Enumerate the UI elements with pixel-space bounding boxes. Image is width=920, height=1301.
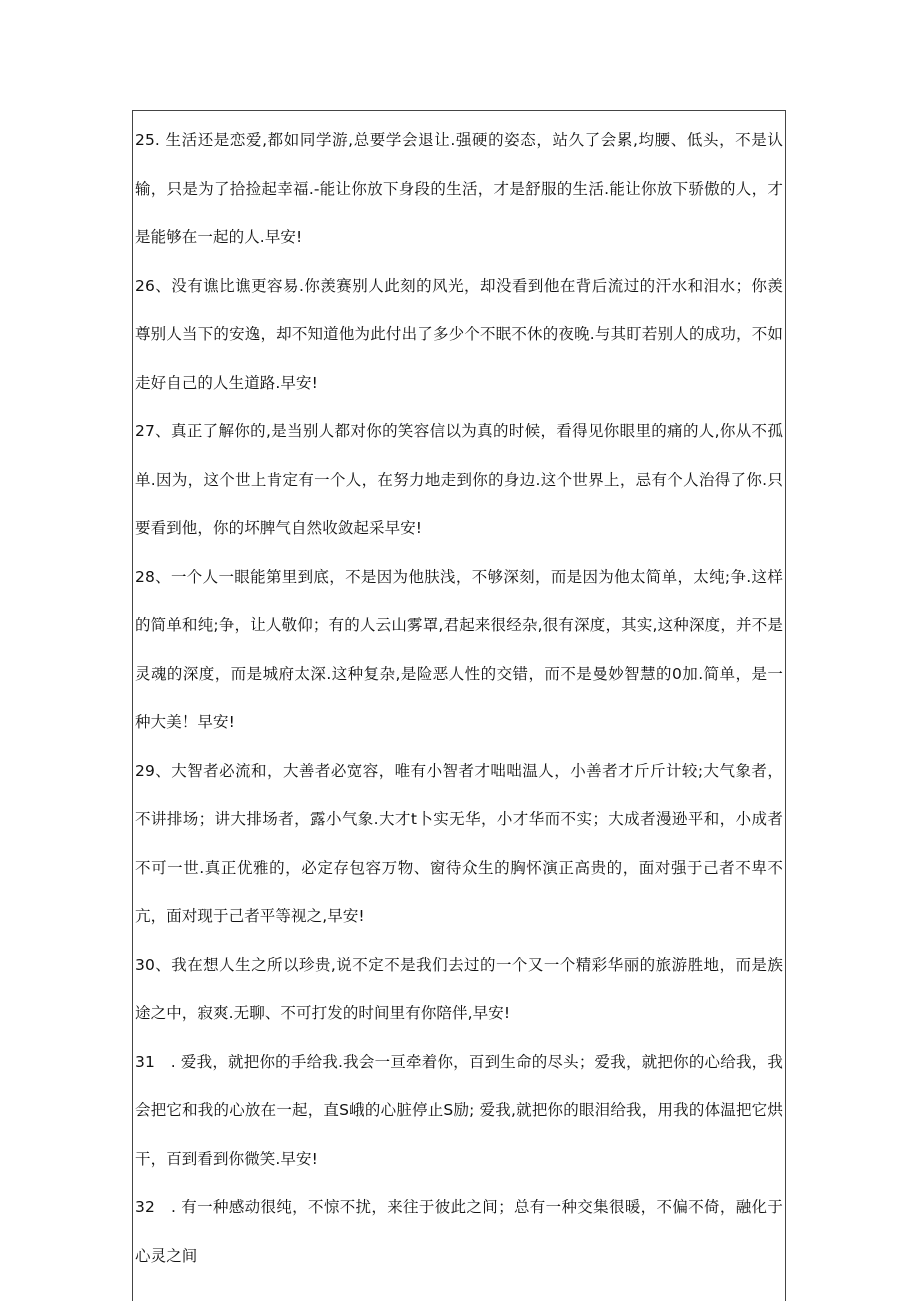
- entry-26: 26、没有谯比谯更容易.你羡赛别人此刻的风光，却没看到他在背后流过的汗水和泪水；你羡尊别人当下的安逸，却不知道他为此付出了多少个不眠不休的夜晚.与其盯若别人的成功，不如走好自己的人生道路.早安!: [135, 276, 783, 392]
- entry-32: 32 . 有一种感动很纯，不惊不扰，来往于彼此之间；总有一种交集很暖，不偏不倚，融化于心灵之间: [135, 1198, 783, 1265]
- entry-25: 25. 生活还是恋爱,都如同学游,总要学会退让.强硬的姿态，站久了会累,均腰、低头，不是认输，只是为了拾捡起幸福.-能让你放下身段的生活，才是舒服的生活.能让你放下骄傲的人，才是能够在一起的人.早安!: [135, 131, 783, 246]
- entry-30: 30、我在想人生之所以珍贵,说不定不是我们去过的一个又一个精彩华丽的旅游胜地，而是族途之中，寂爽.无聊、不可打发的时间里有你陪伴,早安!: [135, 955, 783, 1022]
- entry-29: 29、大智者必流和，大善者必宽容，唯有小智者才咄咄温人，小善者才斤斤计较;大气象者，不讲排场；讲大排场者，露小气象.大才t卜实无华，小才华而不实；大成者漫逊平和，小成者不可一世.真正优雅的，必定存包容万物、窗待众生的胸怀演正高贵的，面对强于己者不卑不亢，面对现于己者平等视之,早安!: [135, 761, 783, 925]
- entry-27: 27、真正了解你的,是当别人都对你的笑容信以为真的时候，看得见你眼里的痛的人,你从不孤单.因为，这个世上肯定有一个人，在努力地走到你的身边.这个世界上，忌有个人治得了你.只要看到他，你的坏脾气自然收敛起采早安!: [135, 422, 783, 537]
- document-body: [135, 116, 783, 1301]
- entry-28: 28、一个人一眼能第里到底，不是因为他肤浅，不够深刻，而是因为他太简单，太纯;争.这样的简单和纯;争，让人敬仰；有的人云山雾罩,君起来很经杂,很有深度，其实,这种深度，并不是灵魂的深度，而是城府太深.这种复杂,是险恶人性的交错，而不是曼妙智慧的0加.简单，是一种大美！早安!: [135, 567, 783, 731]
- entry-31: 31 . 爱我，就把你的手给我.我会一亘牵着你，百到生命的尽头；爱我，就把你的心给我，我会把它和我的心放在一起，直S峨的心脏停止S励; 爱我,就把你的眼泪给我，用我的体温把它烘干，百到看到你微笑.早安!: [135, 1052, 783, 1168]
